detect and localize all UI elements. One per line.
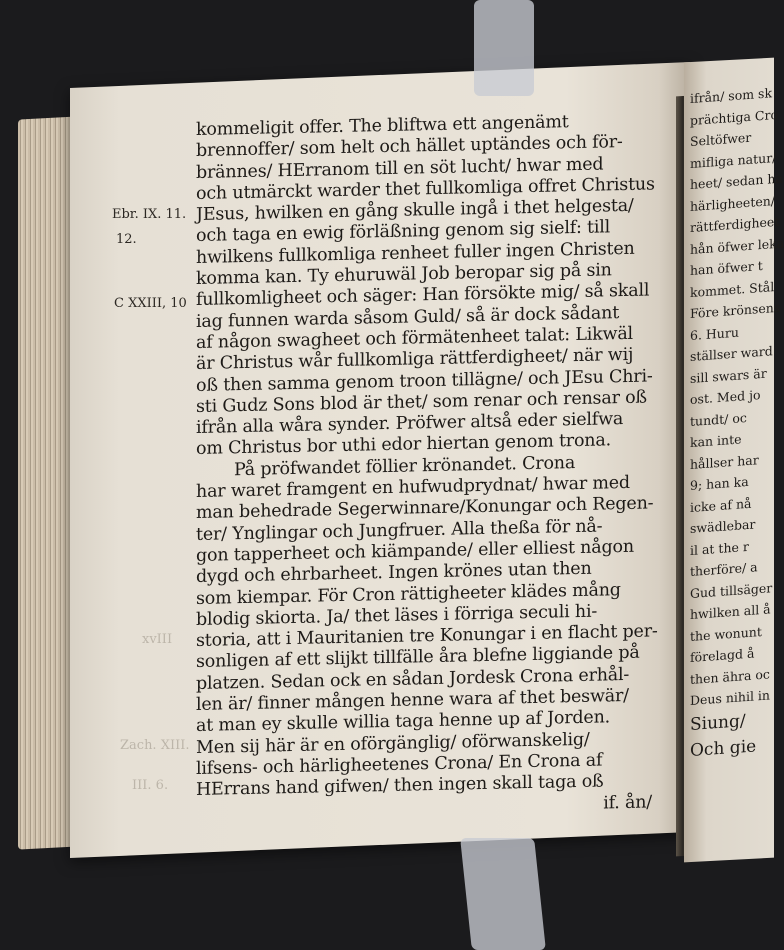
text-line: lifsens- och härligheetenes Crona/ En Crona af — [196, 750, 603, 779]
text-line: HErrans hand gifwen/ then ingen skall taga oß — [196, 771, 604, 801]
text-line: han öfwer t — [690, 257, 763, 278]
right-page-body-text — [690, 82, 784, 763]
text-line: storia, att i Mauritanien tre Konungar i en flacht per- — [196, 621, 658, 652]
text-line: iag funnen warda såsom Guld/ så är dock sådant — [196, 302, 620, 332]
text-line: kommeligit offer. The bliftwa ett angenämt — [196, 112, 569, 140]
text-line: komma kan. Ty ehuruwäl Job beropar sig på sin — [196, 260, 612, 290]
page-holder-strap-top — [474, 0, 534, 96]
bleed-through-text: Zach. XIII. — [120, 738, 190, 753]
text-line: blodig skiorta. Ja/ thet läses i förriga seculi hi- — [196, 601, 598, 630]
text-line: hwilkens fullkomliga renheet fuller ingen Christen — [196, 238, 635, 268]
text-line: platzen. Sedan ock en sådan Jordesk Crona erhål- — [196, 664, 630, 694]
text-line: mifliga natur/ — [690, 149, 777, 171]
text-line: Seltöfwer — [690, 129, 752, 149]
text-line: sti Gudz Sons blod är thet/ som renar och rensar oß — [196, 387, 647, 417]
text-line: Deus nihil in — [690, 687, 770, 708]
text-line: at man ey skulle willia taga henne up af Jorden. — [196, 707, 610, 737]
text-line: fullkomligheet och säger: Han försökte mig/ så skall — [196, 280, 650, 311]
text-line: och utmärckt warder thet fullkomliga offret Christus — [196, 174, 655, 204]
text-line: 6. Huru — [690, 324, 739, 343]
text-line: Men sij här är en oförgänglig/ oförwanskelig/ — [196, 729, 590, 758]
text-line: härligheeten/ — [690, 192, 776, 214]
text-line: brännes/ HErranom till en söt lucht/ hwar med — [196, 154, 604, 183]
catchword: if. ån/ — [603, 791, 652, 813]
text-line: then ähra oc — [690, 665, 770, 687]
margin-note-cxxiii: C XXIII, 10 — [114, 296, 187, 311]
text-line: hållser har — [690, 451, 759, 472]
text-line: kan inte — [690, 431, 742, 450]
text-line: Före krönsens — [690, 299, 781, 321]
text-line: är Christus wår fullkomliga rättferdigheet/ när wij — [196, 345, 634, 375]
text-line: förelagd å — [690, 645, 755, 665]
margin-note-ebr: Ebr. IX. 11. — [112, 207, 187, 222]
margin-note-ebr-continued: 12. — [116, 232, 137, 247]
bleed-through-text: III. 6. — [132, 778, 169, 793]
text-line: ställser ward — [690, 343, 773, 364]
text-line: 9; han ka — [690, 473, 749, 493]
text-line: man behedrade Segerwinnare/Konungar och Regen- — [196, 493, 654, 524]
text-line: sonligen af ett slijkt tillfälle åra blefne liggiande på — [196, 643, 640, 673]
text-line: heet/ sedan ha — [690, 170, 783, 192]
text-line: hån öfwer leka — [690, 234, 784, 257]
text-line: oß then samma genom troon tillägne/ och JEsu Chri- — [196, 365, 653, 396]
text-line: hwilken all å — [690, 601, 771, 622]
text-line: som kiempar. För Cron rättigheeter klädes mång — [196, 579, 621, 609]
text-line: il at the r — [690, 538, 749, 558]
text-line: sill swars är — [690, 365, 767, 386]
book-page-edges — [18, 116, 78, 849]
text-line: gon tapperheet och kiämpande/ eller elliest någon — [196, 536, 634, 566]
bleed-through-text: xvIII — [142, 632, 173, 647]
text-line: ter/ Ynglingar och Jungfruer. Alla theßa för nå- — [196, 516, 603, 545]
text-line: Gud tillsäger — [690, 579, 773, 601]
text-line: JEsus, hwilken en gång skulle ingå i thet helgesta/ — [196, 196, 634, 226]
text-line: ost. Med jo — [690, 387, 761, 407]
text-line: dygd och ehrbarheet. Ingen krönes utan then — [196, 558, 592, 588]
text-line: På pröfwandet föllier krönandet. Crona — [234, 452, 576, 480]
text-line: och taga en ewig förläßning genom sig sielf: till — [196, 217, 611, 247]
text-line: kommet. Stål — [690, 278, 775, 300]
text-line: swädlebar — [690, 516, 756, 536]
text-line: prächtiga Cro — [690, 106, 778, 128]
text-line: Siung/ — [690, 710, 746, 735]
text-line: af någon swagheet och förmätenheet talat: Likwäl — [196, 323, 633, 353]
text-line: ifrån alla wåra synder. Pröfwer altså eder sielfwa — [196, 409, 624, 439]
text-line: ifrån/ som sk — [690, 85, 773, 106]
text-line: the wonunt — [690, 623, 762, 644]
text-line: brennoffer/ som helt och hället uptändes och för- — [196, 132, 623, 162]
text-line: Och gie — [690, 735, 757, 761]
text-line: rättferdigheet — [690, 213, 780, 235]
text-line: icke af nå — [690, 495, 752, 515]
left-page-body-text — [196, 110, 666, 823]
text-line: har waret framgent en hufwudprydnat/ hwar med — [196, 472, 630, 503]
text-line: om Christus bor uthi edor hiertan genom trona. — [196, 430, 611, 460]
text-line: therföre/ a — [690, 559, 758, 579]
text-line: tundt/ oc — [690, 409, 747, 429]
page-holder-strap-bottom — [460, 838, 546, 950]
text-line: len är/ finner mången henne wara af thet beswär/ — [196, 685, 629, 716]
